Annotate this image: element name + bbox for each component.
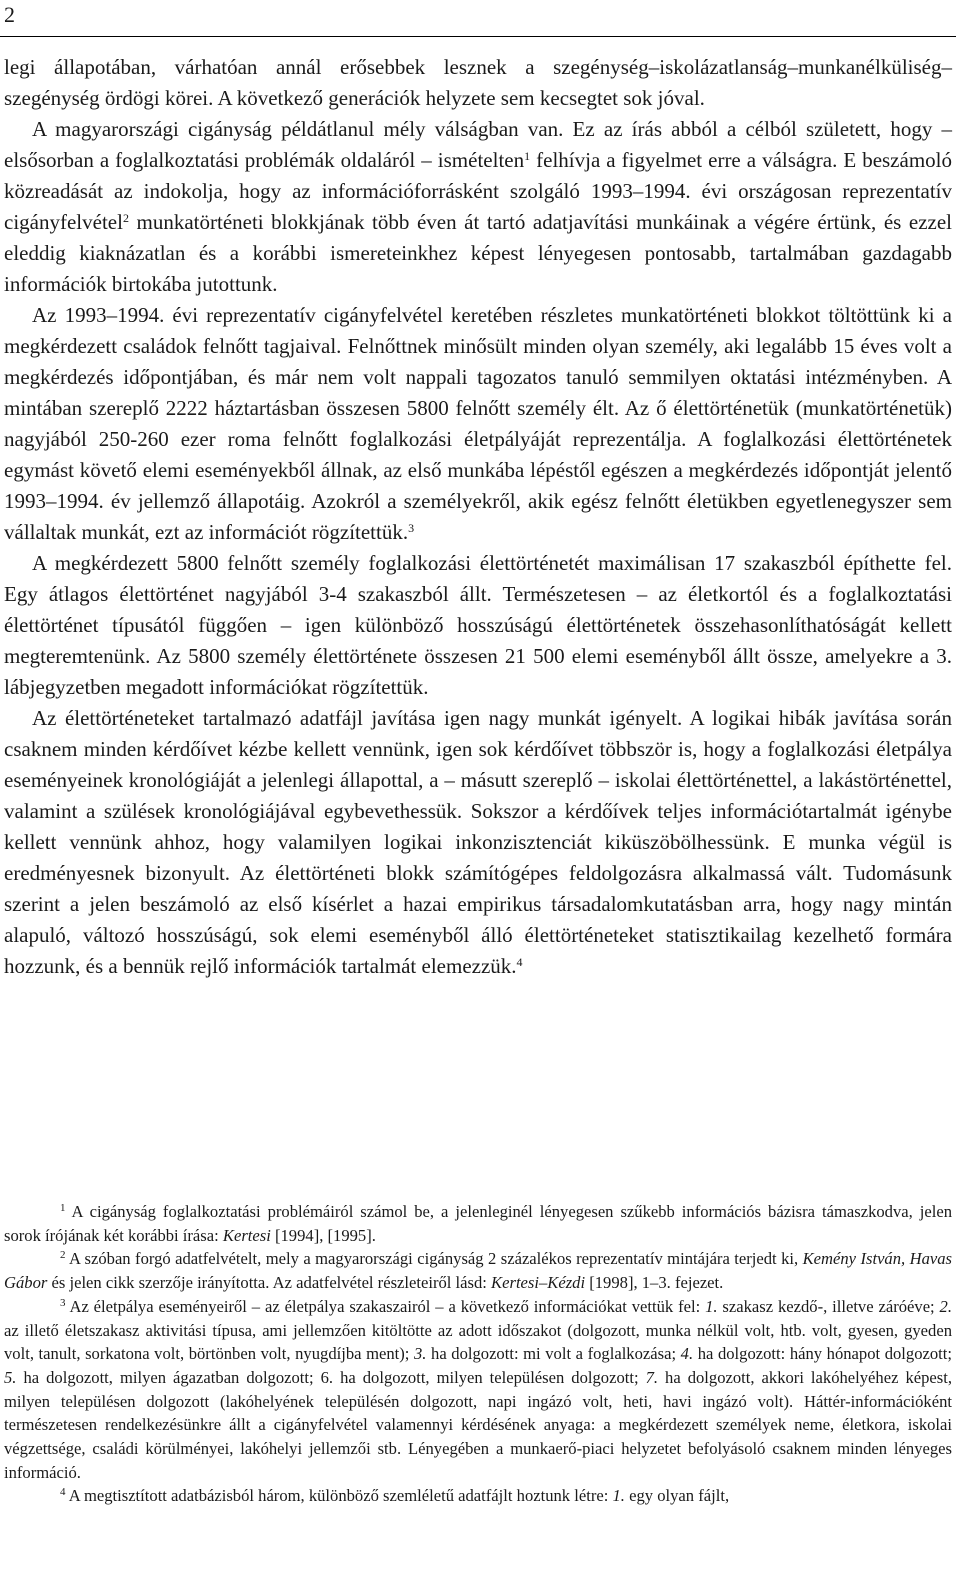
italic-text: 2. [939,1296,952,1316]
text-run: A szóban forgó adatfelvételt, mely a magyarországi cigányság 2 százalékos reprezentatív mintájára terjedt ki, [65,1249,803,1269]
page-number: 2 [4,2,15,27]
footnote-reference: 1 [524,149,531,163]
text-run: [1998], 1–3. fejezet. [585,1273,724,1293]
text-run: A magyarországi cigányság példátlanul mély válságban van. Ez az írás abból a célból született, hogy – elsősorban a foglalkoztatási problémák oldaláról – ismételten [4,117,952,172]
italic-text: 3. [413,1344,427,1364]
footnote: $^3$ Az életpálya eseményeiről – az életpálya szakaszairól – a következő információkat vettük fel: 1. szakasz kezdő-, illetve záróéve; 2. az illető életszakasz aktivitási típusa, ami jellemzően kitöltötte az adott időszakot (dolgozott, munka nélkül volt, htb. volt, gyesen, gyeden volt, tanult, sorkatona volt, börtönben volt, nyugdíjba ment); 3. ha dolgozott: mi volt a foglalkozása; 4. ha dolgozott: hány hónapot dolgozott; 5. ha dolgozott, milyen ágazatban dolgozott; 6. ha dolgozott, milyen településen dolgozott; 7. ha dolgozott, akkori lakóhelyéhez képest, milyen településen dolgozott (lakóhelyének településén dolgozott, napi ingázó volt, heti, havi ingázó volt). Háttér-információként természetesen rendelkezésünkre állt a cigányfelvétel valamennyi kérdésének anyaga: a megkérdezett személyek neme, életkora, iskolai végzettsége, családi körülményei, lakóhelyi jellemzői stb. Lényegében a munkaerő-piaci helyzetet befolyásoló csaknem minden lényeges információ. [4,1296,952,1482]
italic-text: 5. [4,1367,17,1387]
text-run: legi állapotában, várhatóan annál erősebbek lesznek a szegénység–iskolázatlanság–munkanélküliség–szegénység ördögi körei. A következő generációk helyzete sem kecsegtet sok jóval. [4,55,952,110]
paragraph [4,114,952,300]
footnote: $^4$ A megtisztított adatbázisból három, különböző szemléletű adatfájlt hoztunk létre: 1. egy olyan fájlt, [60,1486,730,1506]
italic-text: Kertesi–Kézdi [491,1273,586,1293]
footnote-reference: 4 [516,955,523,969]
text-run: Az életpálya eseményeiről – az életpálya szakaszairól – a következő információkat vettük fel: [65,1296,706,1316]
paragraph [4,300,952,548]
body-text [4,52,952,982]
text-run: A cigányság foglalkoztatási problémáiról számol be, a jelenleginél lényegesen szűkebb információs bázisra támaszkodva, jelen sorok írójának két korábbi írása: [4,1202,952,1245]
italic-text: 1. [612,1486,625,1506]
paragraph [4,52,952,114]
footnote: $^2$ A szóban forgó adatfelvételt, mely a magyarországi cigányság 2 százalékos reprezentatív mintájára terjedt ki, Kemény István, Havas Gábor és jelen cikk szerzője irányította. Az adatfelvétel részleteiről lásd: Kertesi–Kézdi [1998], 1–3. fejezet. [4,1249,953,1293]
footnote-reference: 3 [408,521,415,535]
text-run: ha dolgozott, milyen ágazatban dolgozott; 6. ha dolgozott, milyen településen dolgozott; [16,1367,646,1387]
text-run: egy olyan fájlt, [624,1486,730,1506]
italic-text: 4. [680,1344,694,1364]
italic-text: Kertesi [222,1225,271,1245]
header-rule [0,36,956,37]
text-run: felhívja a figyelmet erre a válságra. E beszámoló közreadását az indokolja, hogy az információforrásként szolgáló 1993–1994. évi országosan reprezentatív cigányfelvétel [4,148,952,234]
text-run: az illető életszakasz aktivitási típusa, ami jellemzően kitöltötte az adott időszakot (dolgozott, munka nélkül volt, htb. volt, gyesen, gyeden volt, tanult, sorkatona volt, börtönben volt, nyugdíjba ment); [4,1320,952,1364]
text-run: ha dolgozott: mi volt a foglalkozása; [426,1344,681,1364]
paragraph [4,548,952,703]
italic-text: Kemény István, Havas Gábor [4,1249,953,1293]
footnote: $^1$ A cigányság foglalkoztatási problémáiról számol be, a jelenleginél lényegesen szűkebb információs bázisra támaszkodva, jelen sorok írójának két korábbi írása: Kertesi [1994], [1995]. [4,1202,952,1245]
text-run: Az 1993–1994. évi reprezentatív cigányfelvétel keretében részletes munkatörténeti blokkot töltöttünk ki a megkérdezett családok felnőtt tagjaival. Felnőttnek minősült minden olyan személy, aki legalább 15 éves volt a megkérdezés időpontjában, és már nem volt nappali tagozatos tanuló semmilyen oktatási intézményben. A mintában szereplő 2222 háztartásban összesen 5800 felnőtt személy élt. Az ő élettörténetük (munkatörténetük) nagyjából 250-260 ezer roma felnőtt foglalkozási életpályáját reprezentálja. A foglalkozási élettörténetek egymást követő elemi eseményekből állnak, az első munkába lépéstől egészen a megkérdezés időpontját jelentő 1993–1994. év jellemző állapotáig. Azokról a személyekről, akik egész felnőtt életükben egyetlenegyszer sem vállaltak munkát, ezt az információt rögzítettük. [4,303,952,544]
text-run: szakasz kezdő-, illetve záróéve; [717,1296,940,1316]
italic-text: 7. [645,1367,659,1387]
text-run: és jelen cikk szerzője irányította. Az adatfelvétel részleteiről lásd: [47,1273,492,1293]
paragraph [4,703,952,982]
text-run: A megkérdezett 5800 felnőtt személy foglalkozási élettörténetét maximálisan 17 szakaszból építhette fel. Egy átlagos élettörténet nagyjából 3-4 szakaszból állt. Természetesen – az életkortól és a foglalkoztatási élettörténet típusától függően – igen különböző hosszúságú élettörténetek összehasonlíthatóságát kellett megteremtenünk. Az 5800 személy élettörténete összesen 21 500 elemi eseményből állt össze, amelyekre a 3. lábjegyzetben megadott információkat rögzítettük. [4,551,952,699]
footnote-reference: 2 [122,211,129,225]
text-run: A megtisztított adatbázisból három, különböző szemléletű adatfájlt hoztunk létre: [65,1486,613,1506]
text-run: [1994], [1995]. [270,1225,376,1245]
text-run: ha dolgozott, akkori lakóhelyéhez képest, milyen településen dolgozott (lakóhelyének településén dolgozott, napi ingázó volt, heti, havi ingázó volt). Háttér-információként természetesen rendelkezésünkre állt a cigányfelvétel valamennyi kérdésének anyaga: a megkérdezett személyek neme, életkora, iskolai végzettsége, családi körülményei, lakóhelyi jellemzői stb. Lényegében a munkaerő-piaci helyzetet befolyásoló csaknem minden lényeges információ. [4,1367,952,1482]
text-run: ha dolgozott: hány hónapot dolgozott; [693,1344,952,1364]
footnotes [4,1200,952,1508]
text-run: Az élettörténeteket tartalmazó adatfájl javítása igen nagy munkát igényelt. A logikai hibák javítása során csaknem minden kérdőívet kézbe kellett vennünk, igen sok kérdőívet többször is, hogy a foglalkozási életpálya eseményeinek kronológiáját a jelenlegi állapottal, a – másutt szereplő – iskolai élettörténettel, a lakástörténettel, valamint a szülések kronológiájával egybevethessük. Sokszor a kérdőívek teljes információtartalmát igénybe kellett vennünk ahhoz, hogy valamilyen logikai inkonzisztenciát kiküszöbölhessünk. E munka végül is eredményesnek bizonyult. Az élettörténeti blokk számítógépes feldolgozásra alkalmassá vált. Tudomásunk szerint a jelen beszámoló az első kísérlet a hazai empirikus társadalomkutatásban arra, hogy nagy mintán alapuló, változó hosszúságú, sok elemi eseményből álló élettörténeteket statisztikailag kezelhető formára hozzunk, és a bennük rejlő információk tartalmát elemezzük. [4,706,952,978]
italic-text: 1. [705,1296,718,1316]
text-run: munkatörténeti blokkjának több éven át tartó adatjavítási munkáinak a végére értünk, és ezzel eleddig kiaknázatlan és a korábbi ismereteinkhez képest lényegesen pontosabb, tartalmában gazdagabb információk birtokába jutottunk. [4,210,952,296]
